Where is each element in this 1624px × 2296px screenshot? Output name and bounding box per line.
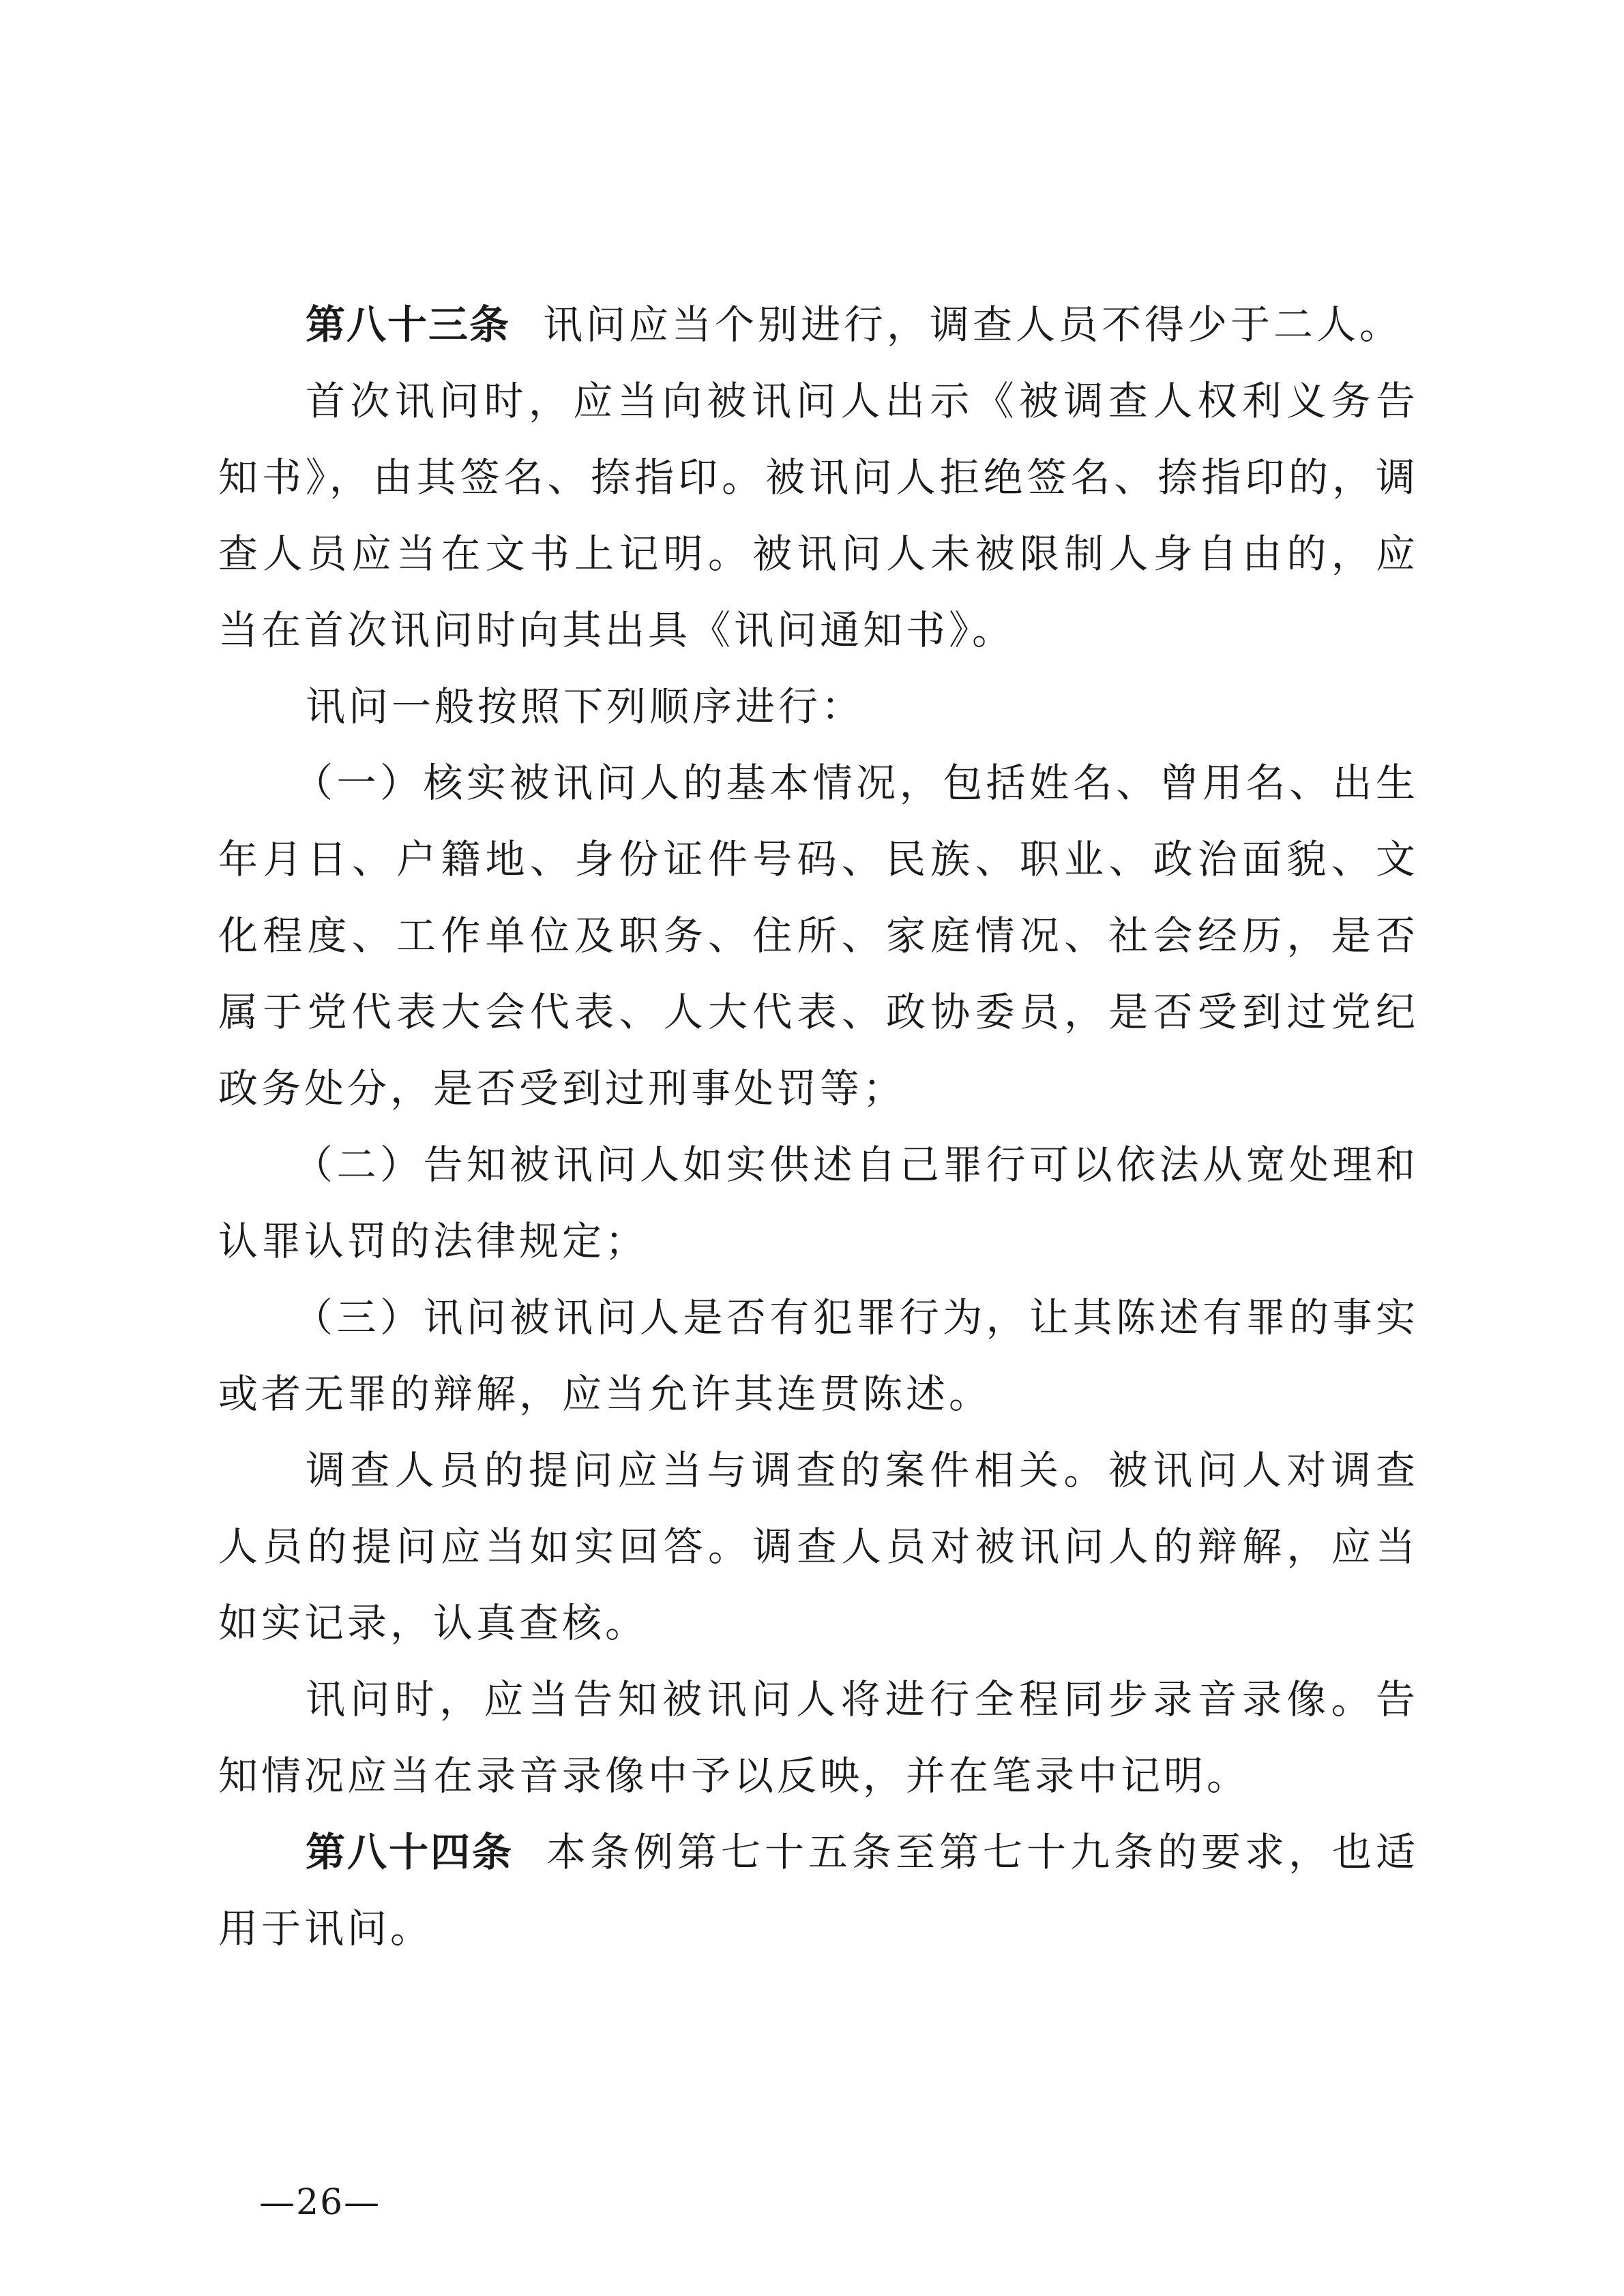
article-84-text: 本条例第七十五条至第七十九条的要求，也适用于讯问。 — [218, 1829, 1419, 1952]
article-83-item-3: （三）讯问被讯问人是否有犯罪行为，让其陈述有罪的事实或者无罪的辩解，应当允许其连贯陈述。 — [218, 1294, 1419, 1417]
article-84-paragraph — [218, 1814, 1419, 1967]
article-83-item-1: （一）核实被讯问人的基本情况，包括姓名、曾用名、出生年月日、户籍地、身份证件号码、民族、职业、政治面貌、文化程度、工作单位及职务、住所、家庭情况、社会经历，是否属于党代表大会代表、人大代表、政协委员，是否受到过党纪政务处分，是否受到过刑事处罚等； — [218, 760, 1419, 1112]
article-83-paragraph-recording: 讯问时，应当告知被讯问人将进行全程同步录音录像。告知情况应当在录音录像中予以反映，并在笔录中记明。 — [218, 1676, 1419, 1799]
article-83-item-2: （二）告知被讯问人如实供述自己罪行可以依法从宽处理和认罪认罚的法律规定； — [218, 1142, 1419, 1264]
page-number: —26— — [259, 2182, 381, 2223]
article-84-heading: 第八十四条 — [306, 1829, 514, 1875]
article-83-paragraph-questions: 调查人员的提问应当与调查的案件相关。被讯问人对调查人员的提问应当如实回答。调查人员对被讯问人的辩解，应当如实记录，认真查核。 — [218, 1447, 1419, 1646]
article-83-text: 讯问应当个别进行，调查人员不得少于二人。 — [543, 301, 1403, 348]
article-83-paragraph-first-interrogation: 首次讯问时，应当向被讯问人出示《被调查人权利义务告知书》，由其签名、捺指印。被讯问人拒绝签名、捺指印的，调查人员应当在文书上记明。被讯问人未被限制人身自由的，应当在首次讯问时向其出具《讯问通知书》。 — [218, 378, 1419, 653]
document-body — [218, 286, 1419, 1967]
article-83-heading: 第八十三条 — [306, 301, 511, 348]
article-83-paragraph — [218, 286, 1419, 363]
article-83-paragraph-order: 讯问一般按照下列顺序进行： — [306, 683, 865, 730]
